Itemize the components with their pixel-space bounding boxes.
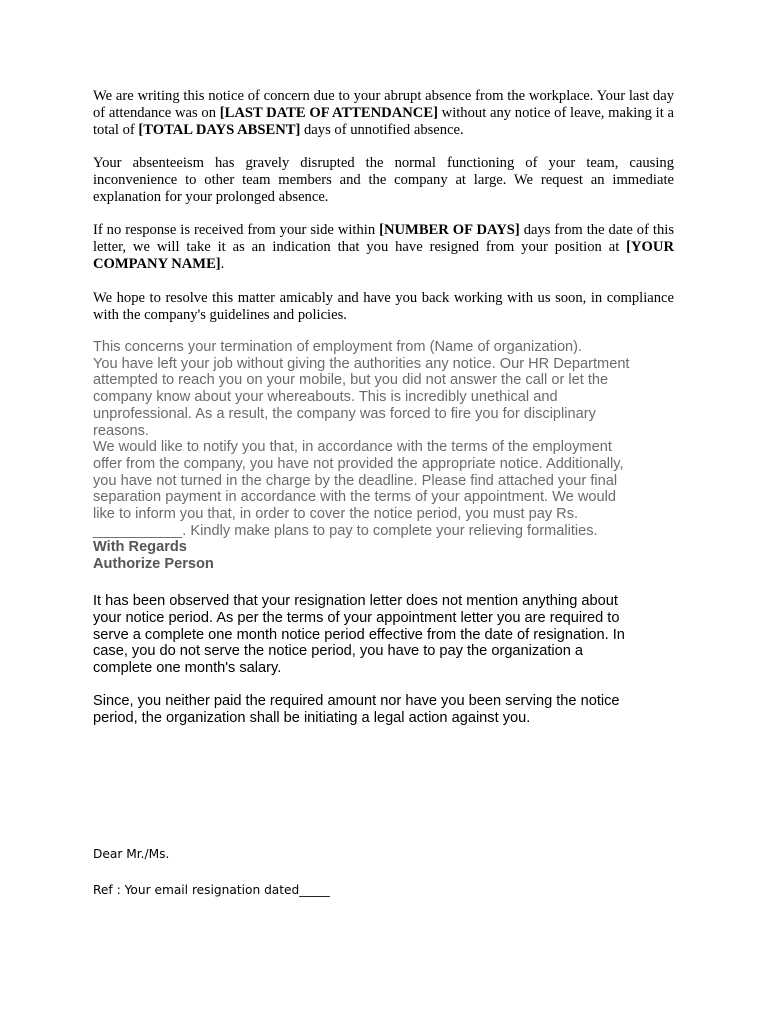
resignation-paragraph-1	[93, 593, 673, 677]
resignation-line: serve a complete one month notice period effective from the date of resignation. In	[93, 626, 625, 643]
resignation-line: complete one month's salary.	[93, 660, 282, 677]
placeholder-company-name: [YOUR COMPANY NAME]	[93, 239, 674, 272]
resignation-line: It has been observed that your resignation letter does not mention anything about	[93, 593, 618, 609]
notice-p1-text-3: days of unnotified absence.	[300, 122, 464, 138]
termination-line: attempted to reach you on your mobile, but you did not answer the call or let the	[93, 372, 609, 389]
notice-p1-text-2: without any notice of leave, making it a total of	[93, 105, 674, 138]
notice-p3-text-3: .	[220, 256, 225, 272]
resignation-paragraph-2	[93, 693, 673, 727]
salutation: Dear Mr./Ms.	[93, 847, 170, 861]
notice-p3-text-1: If no response is received from your side within	[93, 222, 380, 238]
placeholder-last-date: [LAST DATE OF ATTENDANCE]	[219, 105, 438, 121]
termination-line: You have left your job without giving the authorities any notice. Our HR Department	[93, 355, 630, 372]
resignation-line: your notice period. As per the terms of your appointment letter you are required to	[93, 609, 620, 626]
resignation-line: period, the organization shall be initiating a legal action against you.	[93, 709, 531, 726]
termination-line: offer from the company, you have not provided the appropriate notice. Additionally,	[93, 455, 624, 472]
placeholder-number-of-days: [NUMBER OF DAYS]	[379, 222, 520, 238]
termination-line: like to inform you that, in order to cover the notice period, you must pay Rs.	[93, 506, 579, 523]
notice-paragraph-3	[93, 222, 674, 273]
resignation-line: Since, you neither paid the required amount nor have you been serving the notice	[93, 693, 620, 709]
termination-line: unprofessional. As a result, the company was forced to fire you for disciplinary	[93, 405, 596, 422]
closing-regards: With Regards	[93, 539, 187, 556]
notice-p1-text-1: We are writing this notice of concern due to your abrupt absence from the workplace. Your last day of attendance was on	[93, 88, 674, 121]
signatory: Authorize Person	[93, 556, 214, 573]
termination-line: company know about your whereabouts. This is incredibly unethical and	[93, 389, 558, 406]
notice-paragraph-2: Your absenteeism has gravely disrupted the normal functioning of your team, causing inconvenience to other team members and the company at large. We request an immediate explanation for your prolonged absence.	[93, 155, 674, 205]
notice-paragraph-4: We hope to resolve this matter amicably and have you back working with us soon, in compliance with the company's guidelines and policies.	[93, 290, 674, 323]
notice-paragraph-1	[93, 88, 674, 139]
placeholder-total-days: [TOTAL DAYS ABSENT]	[138, 122, 301, 138]
termination-line: separation payment in accordance with the terms of your appointment. We would	[93, 489, 616, 506]
termination-line: you have not turned in the charge by the deadline. Please find attached your final	[93, 472, 618, 489]
termination-line: reasons.	[93, 422, 149, 439]
termination-line: ___________. Kindly make plans to pay to complete your relieving formalities.	[93, 522, 598, 539]
resignation-line: case, you do not serve the notice period, you have to pay the organization a	[93, 643, 584, 660]
reference-line: Ref : Your email resignation dated_____	[93, 883, 330, 897]
notice-p3-text-2: days from the date of this letter, we will take it as an indication that you have resigned from your position at	[93, 222, 674, 255]
termination-line: This concerns your termination of employment from (Name of organization).	[93, 339, 583, 355]
termination-letter	[93, 339, 678, 573]
termination-line: We would like to notify you that, in accordance with the terms of the employment	[93, 439, 612, 456]
